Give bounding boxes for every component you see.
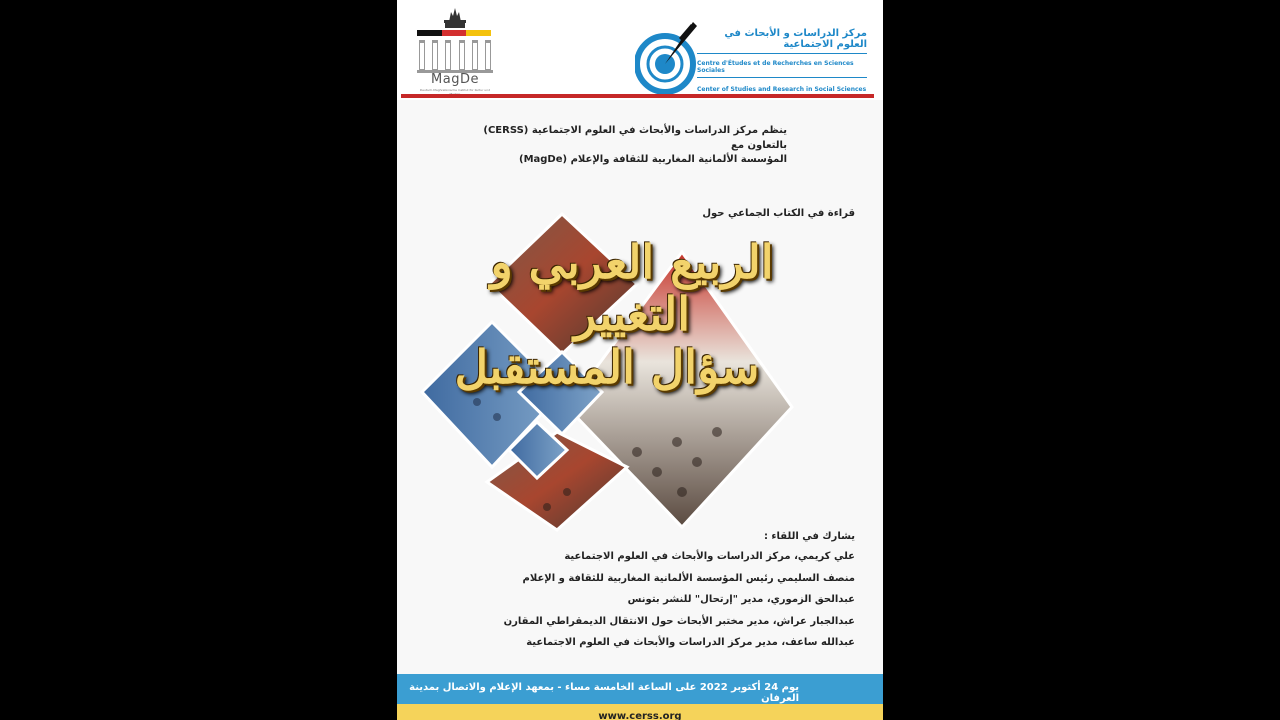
participant-item: عبدالحق الزموري، مدير "إرتحال" للنشر بتونس [627,594,855,605]
event-date-location: يوم 24 أكتوبر 2022 على الساعة الخامسة مساء - بمعهد الإعلام والاتصال بمدينة العرفان [409,682,799,704]
magde-logo-tagline: Deutsch-Maghrebinische Institut für Kultur und [419,88,491,92]
intro-line-3: المؤسسة الألمانية المغاربية للثقافة والإعلام (MagDe) [519,154,787,165]
cerss-name-arabic: مركز الدراسات و الأبحاث في العلوم الاجتماعية [724,28,867,50]
participant-item: منصف السليمي رئيس المؤسسة الألمانية المغاربية للثقافة و الإعلام [522,572,855,584]
cerss-logo-text [697,28,867,93]
quadriga-icon [415,6,495,30]
website-link[interactable]: www.cerss.org [598,711,682,720]
magde-logo [415,6,495,90]
event-poster [397,0,883,720]
header-divider [401,94,874,98]
participant-item: عبدالله ساعف، مدير مركز الدراسات والأبحاث في العلوم الاجتماعية [526,637,855,648]
headline-line-2: سؤال المستقبل [454,340,760,394]
participant-item: عبدالجبار عراش، مدير مختبر الأبحاث حول الانتقال الديمقراطي المقارن [503,615,855,627]
intro-line-2: بالتعاون مع [730,139,787,151]
intro-line-1: ينظم مركز الدراسات والأبحاث في العلوم الاجتماعية (CERSS) [483,125,787,136]
organizers-intro [483,124,787,168]
participants-section [504,531,855,658]
event-headline [437,236,827,394]
reading-label: قراءة في الكتاب الجماعي حول [702,208,855,219]
poster-header [397,0,883,100]
gate-columns [419,40,491,70]
participants-title: يشارك في اللقاء : [763,531,855,542]
headline-line-1: الربيع العربي و التغيير [490,235,774,341]
website-bar [397,704,883,720]
cerss-name-english: Center of Studies and Research in Social Sciences [697,86,867,93]
german-flag-band [417,30,491,36]
participant-item: علي كريمي، مركز الدراسات والأبحاث في العلوم الاجتماعية [564,551,855,562]
magde-logo-text: MagDe [431,72,479,87]
event-info-bar [397,674,883,704]
cerss-logo-emblem [635,20,695,92]
cerss-name-french: Centre d'Études et de Recherches en Sciences Sociales [697,60,854,74]
